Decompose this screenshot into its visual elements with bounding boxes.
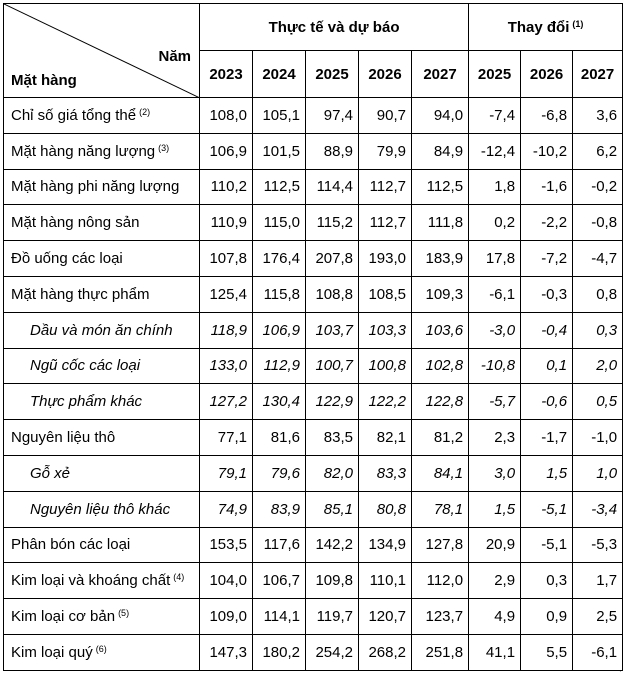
change-cell: -5,1 bbox=[521, 491, 573, 527]
value-cell: 112,0 bbox=[412, 563, 469, 599]
change-cell: -0,6 bbox=[521, 384, 573, 420]
commodity-name-cell bbox=[4, 169, 200, 205]
change-cell: 0,9 bbox=[521, 599, 573, 635]
value-cell: 83,3 bbox=[359, 455, 412, 491]
table-row bbox=[4, 205, 623, 241]
value-cell: 110,9 bbox=[200, 205, 253, 241]
table-row bbox=[4, 348, 623, 384]
value-cell: 84,9 bbox=[412, 133, 469, 169]
change-cell: -7,2 bbox=[521, 241, 573, 277]
corner-year-label: Năm bbox=[158, 48, 191, 65]
value-cell: 108,0 bbox=[200, 98, 253, 134]
value-cell: 106,7 bbox=[253, 563, 306, 599]
change-cell: -5,3 bbox=[573, 527, 623, 563]
commodity-name-cell bbox=[4, 98, 200, 134]
commodity-name-cell bbox=[4, 205, 200, 241]
change-cell: -12,4 bbox=[469, 133, 521, 169]
change-cell: 2,5 bbox=[573, 599, 623, 635]
value-cell: 207,8 bbox=[306, 241, 359, 277]
year-header-change: 2025 bbox=[469, 51, 521, 98]
commodity-name: Kim loại cơ bản bbox=[11, 608, 116, 626]
change-cell: 5,5 bbox=[521, 634, 573, 670]
table-row bbox=[4, 455, 623, 491]
header-corner-cell bbox=[4, 4, 200, 98]
value-cell: 268,2 bbox=[359, 634, 412, 670]
value-cell: 112,7 bbox=[359, 169, 412, 205]
value-cell: 107,8 bbox=[200, 241, 253, 277]
table-row bbox=[4, 634, 623, 670]
group-header-actual: Thực tế và dự báo bbox=[200, 4, 469, 51]
value-cell: 74,9 bbox=[200, 491, 253, 527]
value-cell: 134,9 bbox=[359, 527, 412, 563]
year-header-actual: 2026 bbox=[359, 51, 412, 98]
change-cell: -0,4 bbox=[521, 312, 573, 348]
change-cell: 1,5 bbox=[469, 491, 521, 527]
value-cell: 79,6 bbox=[253, 455, 306, 491]
commodity-name-cell bbox=[4, 599, 200, 635]
value-cell: 103,6 bbox=[412, 312, 469, 348]
footnote-marker: (2) bbox=[139, 106, 151, 117]
change-cell: 6,2 bbox=[573, 133, 623, 169]
value-cell: 112,9 bbox=[253, 348, 306, 384]
value-cell: 254,2 bbox=[306, 634, 359, 670]
value-cell: 105,1 bbox=[253, 98, 306, 134]
value-cell: 79,9 bbox=[359, 133, 412, 169]
change-cell: -6,1 bbox=[573, 634, 623, 670]
value-cell: 78,1 bbox=[412, 491, 469, 527]
value-cell: 84,1 bbox=[412, 455, 469, 491]
value-cell: 117,6 bbox=[253, 527, 306, 563]
change-cell: 0,5 bbox=[573, 384, 623, 420]
change-cell: 20,9 bbox=[469, 527, 521, 563]
change-cell: -7,4 bbox=[469, 98, 521, 134]
commodity-name: Chỉ số giá tổng thể bbox=[11, 106, 137, 124]
change-cell: -10,8 bbox=[469, 348, 521, 384]
change-cell: 1,0 bbox=[573, 455, 623, 491]
commodity-name-cell bbox=[4, 420, 200, 456]
corner-dot: · bbox=[619, 667, 622, 676]
table-row bbox=[4, 527, 623, 563]
change-cell: 1,8 bbox=[469, 169, 521, 205]
commodity-name-cell bbox=[4, 133, 200, 169]
change-cell: 3,0 bbox=[469, 455, 521, 491]
value-cell: 112,5 bbox=[412, 169, 469, 205]
change-cell: -1,0 bbox=[573, 420, 623, 456]
change-cell: 0,3 bbox=[521, 563, 573, 599]
value-cell: 122,8 bbox=[412, 384, 469, 420]
group-header-change: Thay đổi $^{(1)}$ bbox=[469, 4, 623, 51]
footnote-marker: (5) bbox=[118, 608, 130, 619]
value-cell: 106,9 bbox=[200, 133, 253, 169]
value-cell: 104,0 bbox=[200, 563, 253, 599]
value-cell: 122,2 bbox=[359, 384, 412, 420]
change-cell: 1,7 bbox=[573, 563, 623, 599]
change-cell: -3,4 bbox=[573, 491, 623, 527]
table-row bbox=[4, 276, 623, 312]
value-cell: 81,6 bbox=[253, 420, 306, 456]
footnote-marker: (6) bbox=[95, 643, 107, 654]
change-cell: 2,9 bbox=[469, 563, 521, 599]
value-cell: 127,8 bbox=[412, 527, 469, 563]
table-row bbox=[4, 312, 623, 348]
table-row bbox=[4, 563, 623, 599]
change-cell: -1,7 bbox=[521, 420, 573, 456]
value-cell: 176,4 bbox=[253, 241, 306, 277]
value-cell: 193,0 bbox=[359, 241, 412, 277]
value-cell: 109,3 bbox=[412, 276, 469, 312]
commodity-name: Phân bón các loại bbox=[11, 536, 131, 554]
value-cell: 103,3 bbox=[359, 312, 412, 348]
change-cell: -5,1 bbox=[521, 527, 573, 563]
change-cell: 0,2 bbox=[469, 205, 521, 241]
value-cell: 127,2 bbox=[200, 384, 253, 420]
table-row bbox=[4, 133, 623, 169]
change-cell: 17,8 bbox=[469, 241, 521, 277]
value-cell: 130,4 bbox=[253, 384, 306, 420]
change-cell: 41,1 bbox=[469, 634, 521, 670]
value-cell: 119,7 bbox=[306, 599, 359, 635]
change-cell: -3,0 bbox=[469, 312, 521, 348]
commodity-name: Mặt hàng thực phẩm bbox=[11, 285, 150, 303]
value-cell: 82,0 bbox=[306, 455, 359, 491]
year-header-actual: 2027 bbox=[412, 51, 469, 98]
commodity-name-cell bbox=[4, 491, 200, 527]
value-cell: 142,2 bbox=[306, 527, 359, 563]
commodity-name-cell bbox=[4, 312, 200, 348]
change-cell: -0,3 bbox=[521, 276, 573, 312]
footnote-marker: (3) bbox=[158, 142, 170, 153]
value-cell: 125,4 bbox=[200, 276, 253, 312]
commodity-name: Mặt hàng năng lượng bbox=[11, 142, 156, 160]
commodity-name-cell bbox=[4, 348, 200, 384]
commodity-name-cell bbox=[4, 563, 200, 599]
value-cell: 111,8 bbox=[412, 205, 469, 241]
value-cell: 80,8 bbox=[359, 491, 412, 527]
change-cell: 2,0 bbox=[573, 348, 623, 384]
value-cell: 109,8 bbox=[306, 563, 359, 599]
change-cell: 2,3 bbox=[469, 420, 521, 456]
value-cell: 114,1 bbox=[253, 599, 306, 635]
change-cell: -0,2 bbox=[573, 169, 623, 205]
commodity-name: Mặt hàng phi năng lượng bbox=[11, 178, 180, 196]
table-row bbox=[4, 420, 623, 456]
commodity-name: Mặt hàng nông sản bbox=[11, 214, 140, 232]
value-cell: 77,1 bbox=[200, 420, 253, 456]
year-header-change: 2027 bbox=[573, 51, 623, 98]
change-cell: 4,9 bbox=[469, 599, 521, 635]
change-cell: -2,2 bbox=[521, 205, 573, 241]
change-cell: 0,8 bbox=[573, 276, 623, 312]
value-cell: 85,1 bbox=[306, 491, 359, 527]
value-cell: 114,4 bbox=[306, 169, 359, 205]
value-cell: 97,4 bbox=[306, 98, 359, 134]
value-cell: 133,0 bbox=[200, 348, 253, 384]
value-cell: 112,5 bbox=[253, 169, 306, 205]
value-cell: 147,3 bbox=[200, 634, 253, 670]
value-cell: 83,5 bbox=[306, 420, 359, 456]
change-footnote-marker: (1) bbox=[572, 18, 584, 29]
value-cell: 108,5 bbox=[359, 276, 412, 312]
value-cell: 122,9 bbox=[306, 384, 359, 420]
value-cell: 100,8 bbox=[359, 348, 412, 384]
table-row bbox=[4, 599, 623, 635]
commodity-name-cell bbox=[4, 276, 200, 312]
year-header-actual: 2024 bbox=[253, 51, 306, 98]
commodity-name-cell bbox=[4, 241, 200, 277]
value-cell: 251,8 bbox=[412, 634, 469, 670]
commodity-name: Kim loại quý bbox=[11, 643, 93, 661]
footnote-marker: (4) bbox=[173, 572, 185, 583]
commodity-name: Ngũ cốc các loại bbox=[30, 357, 141, 375]
commodity-name-cell bbox=[4, 384, 200, 420]
year-header-change: 2026 bbox=[521, 51, 573, 98]
year-header-actual: 2025 bbox=[306, 51, 359, 98]
value-cell: 183,9 bbox=[412, 241, 469, 277]
value-cell: 112,7 bbox=[359, 205, 412, 241]
commodity-name: Nguyên liệu thô khác bbox=[30, 500, 171, 518]
commodity-name-cell bbox=[4, 634, 200, 670]
commodity-name: Dầu và món ăn chính bbox=[30, 321, 173, 339]
value-cell: 79,1 bbox=[200, 455, 253, 491]
value-cell: 90,7 bbox=[359, 98, 412, 134]
change-cell: -0,8 bbox=[573, 205, 623, 241]
value-cell: 108,8 bbox=[306, 276, 359, 312]
change-cell: 0,1 bbox=[521, 348, 573, 384]
value-cell: 81,2 bbox=[412, 420, 469, 456]
change-cell: -4,7 bbox=[573, 241, 623, 277]
commodity-name: Kim loại và khoáng chất bbox=[11, 572, 171, 590]
commodity-name: Gỗ xẻ bbox=[30, 464, 71, 482]
value-cell: 101,5 bbox=[253, 133, 306, 169]
table-body bbox=[4, 98, 623, 671]
value-cell: 102,8 bbox=[412, 348, 469, 384]
change-cell: -6,1 bbox=[469, 276, 521, 312]
value-cell: 118,9 bbox=[200, 312, 253, 348]
change-cell: -6,8 bbox=[521, 98, 573, 134]
value-cell: 123,7 bbox=[412, 599, 469, 635]
change-cell: -10,2 bbox=[521, 133, 573, 169]
value-cell: 180,2 bbox=[253, 634, 306, 670]
change-cell: -5,7 bbox=[469, 384, 521, 420]
value-cell: 110,1 bbox=[359, 563, 412, 599]
commodity-name: Đồ uống các loại bbox=[11, 250, 123, 268]
commodity-name-cell bbox=[4, 527, 200, 563]
value-cell: 83,9 bbox=[253, 491, 306, 527]
change-cell: 1,5 bbox=[521, 455, 573, 491]
value-cell: 103,7 bbox=[306, 312, 359, 348]
change-cell: 3,6 bbox=[573, 98, 623, 134]
value-cell: 82,1 bbox=[359, 420, 412, 456]
table-row bbox=[4, 491, 623, 527]
value-cell: 153,5 bbox=[200, 527, 253, 563]
corner-commodity-label: Mặt hàng bbox=[11, 72, 77, 89]
change-cell: 0,3 bbox=[573, 312, 623, 348]
value-cell: 120,7 bbox=[359, 599, 412, 635]
table-row bbox=[4, 169, 623, 205]
value-cell: 94,0 bbox=[412, 98, 469, 134]
table-row bbox=[4, 241, 623, 277]
value-cell: 115,8 bbox=[253, 276, 306, 312]
commodity-price-table bbox=[3, 3, 623, 671]
value-cell: 109,0 bbox=[200, 599, 253, 635]
commodity-name: Nguyên liệu thô bbox=[11, 429, 116, 447]
commodity-name: Thực phẩm khác bbox=[30, 393, 143, 411]
table-row bbox=[4, 384, 623, 420]
value-cell: 106,9 bbox=[253, 312, 306, 348]
value-cell: 88,9 bbox=[306, 133, 359, 169]
year-header-actual: 2023 bbox=[200, 51, 253, 98]
value-cell: 110,2 bbox=[200, 169, 253, 205]
value-cell: 115,2 bbox=[306, 205, 359, 241]
value-cell: 100,7 bbox=[306, 348, 359, 384]
table-row bbox=[4, 98, 623, 134]
commodity-name-cell bbox=[4, 455, 200, 491]
value-cell: 115,0 bbox=[253, 205, 306, 241]
change-cell: -1,6 bbox=[521, 169, 573, 205]
